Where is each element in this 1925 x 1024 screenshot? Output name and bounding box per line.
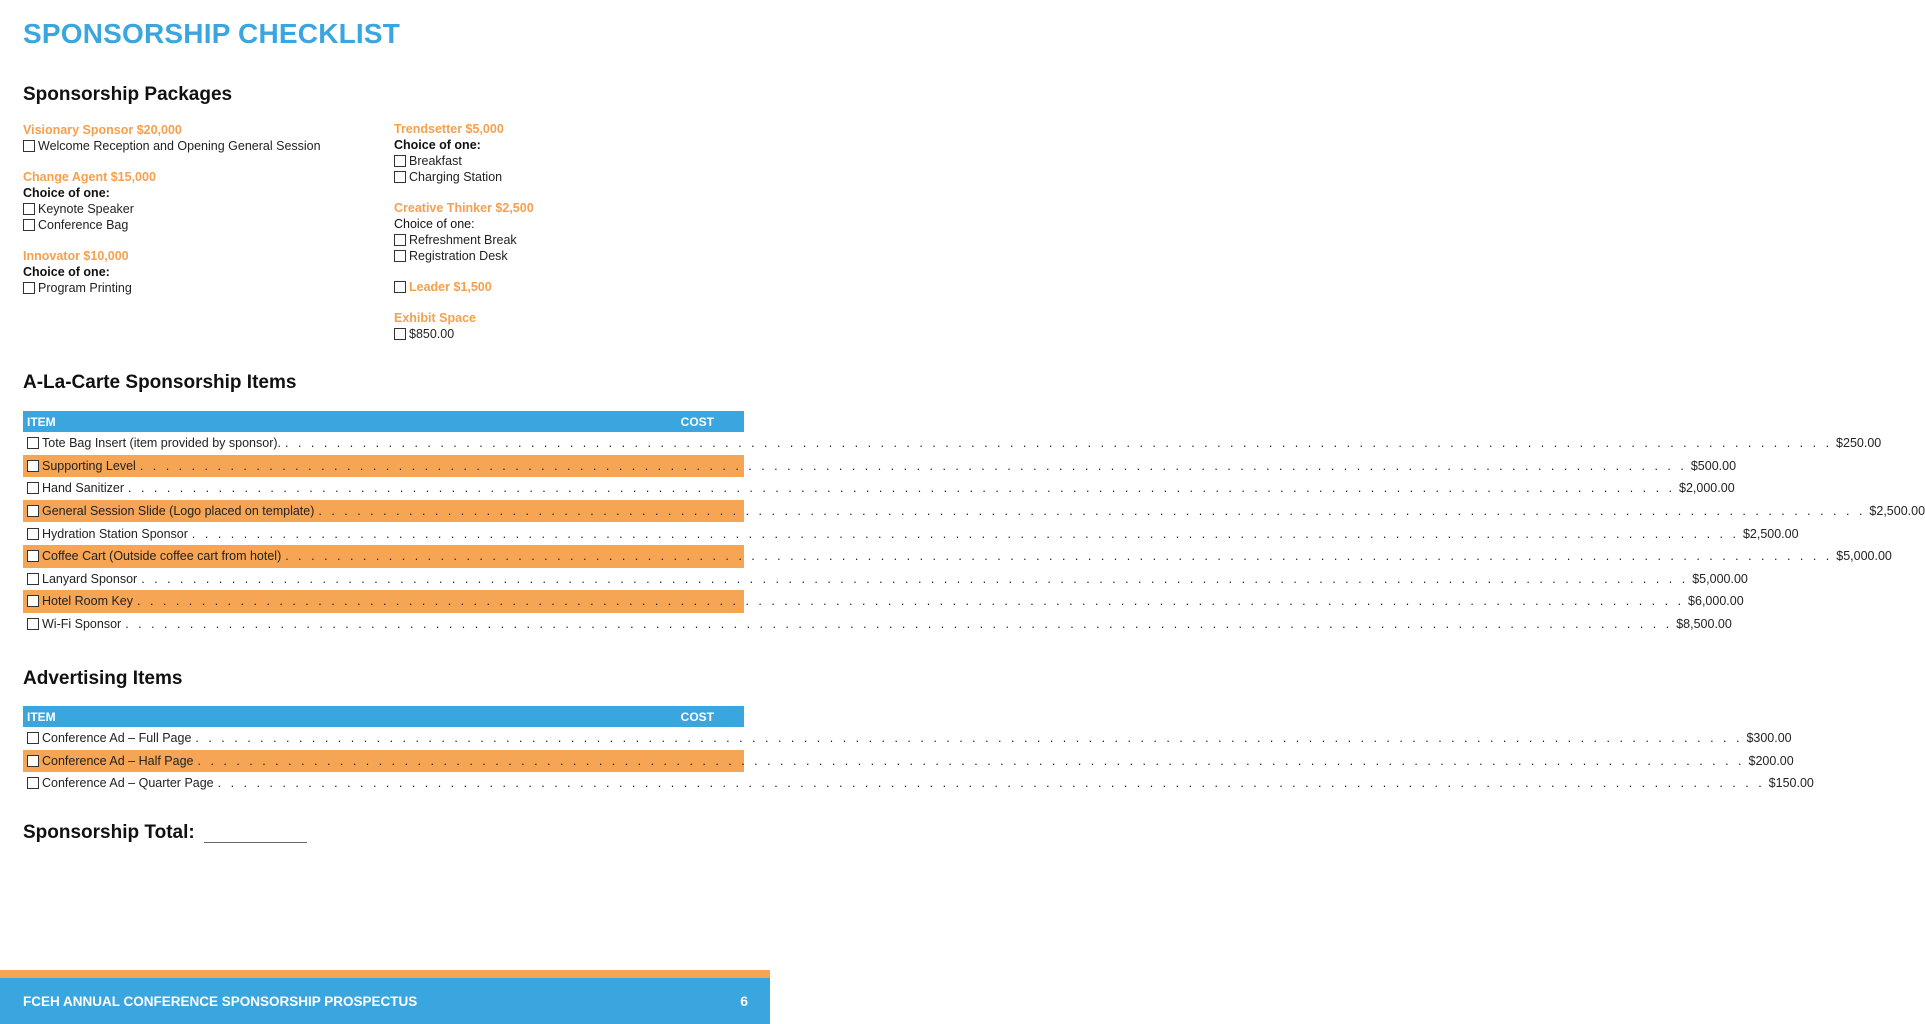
footer <box>0 978 770 1024</box>
item-label: Lanyard Sponsor <box>42 571 138 586</box>
item-cost: $8,500.00 <box>1676 617 1732 632</box>
table-body <box>23 727 1814 795</box>
checkbox-icon[interactable] <box>394 328 406 340</box>
dot-leader: . . . . . . . . . . . . . . . . . . . . . . . . . . . . . . . . . . . . . . . . . . . . . . . . . . . . . . . . . . . . . . . . . . . . . . . . . . . . . . . . . . . . . . . . . . . . . . . . . . . . . . . . . . . . . . . . . . . . . . . . <box>125 617 1673 632</box>
item-label: Hand Sanitizer <box>42 481 124 496</box>
item-label: Conference Ad – Half Page <box>42 753 194 768</box>
page-number: 6 <box>740 993 748 1009</box>
table-row <box>23 522 1799 545</box>
table-row <box>23 455 1737 478</box>
item-cost: $500.00 <box>1690 458 1737 473</box>
package-option-checkbox[interactable] <box>23 217 373 233</box>
checkbox-icon[interactable] <box>23 219 35 231</box>
column-cost-header: COST <box>680 414 714 429</box>
table-row <box>23 727 1792 750</box>
item-cost: $6,000.00 <box>1688 594 1744 609</box>
packages-left-column <box>23 122 373 311</box>
item-cost: $5,000.00 <box>1692 571 1748 586</box>
checkbox-icon[interactable] <box>27 755 39 767</box>
package-title: Trendsetter $5,000 <box>394 122 504 136</box>
checkbox-icon[interactable] <box>394 171 406 183</box>
column-item-header: ITEM <box>27 414 56 429</box>
option-label: $850.00 <box>409 327 455 341</box>
option-label: Program Printing <box>38 281 132 295</box>
item-cost: $2,500.00 <box>1869 504 1925 519</box>
table-header <box>23 706 744 727</box>
row-checkbox-item[interactable] <box>27 572 137 586</box>
item-label: General Session Slide (Logo placed on template) <box>42 504 315 519</box>
checkbox-icon[interactable] <box>27 482 39 494</box>
package-option-checkbox[interactable] <box>394 279 754 295</box>
row-checkbox-item[interactable] <box>27 459 136 473</box>
dot-leader: . . . . . . . . . . . . . . . . . . . . . . . . . . . . . . . . . . . . . . . . . . . . . . . . . . . . . . . . . . . . . . . . . . . . . . . . . . . . . . . . . . . . . . . . . . . . . . . . . . . . . . . . . . . . . . . . . . . . . . . . <box>139 458 1687 473</box>
checkbox-icon[interactable] <box>27 505 39 517</box>
package-innovator <box>23 248 373 296</box>
row-checkbox-item[interactable] <box>27 436 281 450</box>
checkbox-icon[interactable] <box>394 155 406 167</box>
checkbox-icon[interactable] <box>394 234 406 246</box>
sponsorship-total-label: Sponsorship Total: <box>23 822 195 843</box>
dot-leader: . . . . . . . . . . . . . . . . . . . . . . . . . . . . . . . . . . . . . . . . . . . . . . . . . . . . . . . . . . . . . . . . . . . . . . . . . . . . . . . . . . . . . . . . . . . . . . . . . . . . . . . . . . . . . . . . . . . . . . . . <box>137 594 1685 609</box>
table-row <box>23 500 1925 523</box>
checkbox-icon[interactable] <box>27 573 39 585</box>
option-label: Leader $1,500 <box>409 280 492 294</box>
item-label: Coffee Cart (Outside coffee cart from hotel) <box>42 549 282 564</box>
package-visionary <box>23 122 373 154</box>
item-cost: $2,500.00 <box>1742 526 1799 541</box>
checkbox-icon[interactable] <box>27 595 39 607</box>
row-checkbox-item[interactable] <box>27 527 188 541</box>
dot-leader: . . . . . . . . . . . . . . . . . . . . . . . . . . . . . . . . . . . . . . . . . . . . . . . . . . . . . . . . . . . . . . . . . . . . . . . . . . . . . . . . . . . . . . . . . . . . . . . . . . . . . . . . . . . . . . . . . . . . . . . . <box>217 776 1765 791</box>
item-label: Tote Bag Insert (item provided by sponsor). <box>42 436 282 451</box>
footer-stripe <box>0 970 770 978</box>
item-label: Hydration Station Sponsor <box>42 526 188 541</box>
row-checkbox-item[interactable] <box>27 594 133 608</box>
option-label: Charging Station <box>409 170 503 184</box>
table-row <box>23 772 1814 795</box>
package-option-checkbox[interactable] <box>394 169 754 185</box>
dot-leader: . . . . . . . . . . . . . . . . . . . . . . . . . . . . . . . . . . . . . . . . . . . . . . . . . . . . . . . . . . . . . . . . . . . . . . . . . . . . . . . . . . . . . . . . . . . . . . . . . . . . . . . . . . . . . . . . . . . . . . . . <box>128 481 1676 496</box>
row-checkbox-item[interactable] <box>27 776 214 790</box>
package-title: Change Agent $15,000 <box>23 170 156 184</box>
package-title: Creative Thinker $2,500 <box>394 201 534 215</box>
alacarte-heading: A-La-Carte Sponsorship Items <box>23 372 297 393</box>
checkbox-icon[interactable] <box>27 618 39 630</box>
dot-leader: . . . . . . . . . . . . . . . . . . . . . . . . . . . . . . . . . . . . . . . . . . . . . . . . . . . . . . . . . . . . . . . . . . . . . . . . . . . . . . . . . . . . . . . . . . . . . . . . . . . . . . . . . . . . . . . . . . . . . . . . <box>141 571 1689 586</box>
alacarte-table <box>23 411 1925 635</box>
checkbox-icon[interactable] <box>394 250 406 262</box>
column-cost-header: COST <box>680 709 714 724</box>
package-creative-thinker <box>394 200 754 264</box>
package-option-checkbox[interactable] <box>23 201 373 217</box>
table-row <box>23 750 1794 773</box>
checkbox-icon[interactable] <box>27 528 39 540</box>
item-cost: $2,000.00 <box>1679 481 1735 496</box>
item-label: Hotel Room Key <box>42 594 134 609</box>
package-option-checkbox[interactable] <box>23 138 373 154</box>
item-cost: $5,000.00 <box>1836 549 1892 564</box>
option-label: Welcome Reception and Opening General Session <box>38 139 321 153</box>
option-label: Conference Bag <box>38 218 129 232</box>
package-note: Choice of one: <box>394 138 481 152</box>
checkbox-icon[interactable] <box>27 777 39 789</box>
item-label: Supporting Level <box>42 458 136 473</box>
row-checkbox-item[interactable] <box>27 549 281 563</box>
advertising-heading: Advertising Items <box>23 668 183 689</box>
package-trendsetter <box>394 121 754 185</box>
package-change-agent <box>23 169 373 233</box>
checkbox-icon[interactable] <box>394 281 406 293</box>
table-row <box>23 568 1748 591</box>
row-checkbox-item[interactable] <box>27 504 314 518</box>
checkbox-icon[interactable] <box>23 203 35 215</box>
package-option-checkbox[interactable] <box>394 153 754 169</box>
checkbox-icon[interactable] <box>23 282 35 294</box>
table-body <box>23 432 1925 635</box>
package-title: Visionary Sponsor $20,000 <box>23 123 182 137</box>
row-checkbox-item[interactable] <box>27 731 191 745</box>
package-title: Innovator $10,000 <box>23 249 129 263</box>
dot-leader: . . . . . . . . . . . . . . . . . . . . . . . . . . . . . . . . . . . . . . . . . . . . . . . . . . . . . . . . . . . . . . . . . . . . . . . . . . . . . . . . . . . . . . . . . . . . . . . . . . . . . . . . . . . . . . . . . . . . . . . . <box>197 753 1745 768</box>
package-option-checkbox[interactable] <box>394 248 754 264</box>
table-row <box>23 477 1735 500</box>
item-label: Wi-Fi Sponsor <box>42 617 122 632</box>
footer-title: FCEH ANNUAL CONFERENCE SPONSORSHIP PROSPECTUS <box>23 993 418 1009</box>
table-row <box>23 432 1882 455</box>
item-cost: $200.00 <box>1748 753 1794 768</box>
dot-leader: . . . . . . . . . . . . . . . . . . . . . . . . . . . . . . . . . . . . . . . . . . . . . . . . . . . . . . . . . . . . . . . . . . . . . . . . . . . . . . . . . . . . . . . . . . . . . . . . . . . . . . . . . . . . . . . . . . . . . . . . <box>195 731 1743 746</box>
item-label: Conference Ad – Quarter Page <box>42 776 214 791</box>
package-title: Exhibit Space <box>394 311 476 325</box>
checkbox-icon[interactable] <box>27 437 39 449</box>
packages-heading: Sponsorship Packages <box>23 84 233 105</box>
item-label: Conference Ad – Full Page <box>42 731 192 746</box>
checkbox-icon[interactable] <box>27 550 39 562</box>
page-title: SPONSORSHIP CHECKLIST <box>23 18 401 49</box>
table-header <box>23 411 744 432</box>
row-checkbox-item[interactable] <box>27 481 124 495</box>
package-exhibit-space <box>394 310 754 342</box>
item-cost: $300.00 <box>1746 731 1792 746</box>
advertising-table <box>23 706 1814 795</box>
dot-leader: . . . . . . . . . . . . . . . . . . . . . . . . . . . . . . . . . . . . . . . . . . . . . . . . . . . . . . . . . . . . . . . . . . . . . . . . . . . . . . . . . . . . . . . . . . . . . . . . . . . . . . . . . . . . . . . . . . . . . . . . <box>191 526 1739 541</box>
checkbox-icon[interactable] <box>23 140 35 152</box>
option-label: Registration Desk <box>409 249 508 263</box>
item-cost: $150.00 <box>1768 776 1814 791</box>
package-option-checkbox[interactable] <box>23 280 373 296</box>
item-cost: $250.00 <box>1836 436 1882 451</box>
table-row <box>23 545 1892 568</box>
packages-right-column <box>394 121 754 357</box>
package-option-checkbox[interactable] <box>394 232 754 248</box>
package-leader <box>394 279 754 295</box>
table-row <box>23 613 1732 636</box>
package-note: Choice of one: <box>23 265 110 279</box>
column-item-header: ITEM <box>27 709 56 724</box>
row-checkbox-item[interactable] <box>27 754 194 768</box>
package-note: Choice of one: <box>394 217 475 231</box>
package-option-checkbox[interactable] <box>394 326 754 342</box>
dot-leader: . . . . . . . . . . . . . . . . . . . . . . . . . . . . . . . . . . . . . . . . . . . . . . . . . . . . . . . . . . . . . . . . . . . . . . . . . . . . . . . . . . . . . . . . . . . . . . . . . . . . . . . . . . . . . . . . . . . . . . . . <box>318 504 1866 519</box>
option-label: Keynote Speaker <box>38 202 134 216</box>
checkbox-icon[interactable] <box>27 460 39 472</box>
dot-leader: . . . . . . . . . . . . . . . . . . . . . . . . . . . . . . . . . . . . . . . . . . . . . . . . . . . . . . . . . . . . . . . . . . . . . . . . . . . . . . . . . . . . . . . . . . . . . . . . . . . . . . . . . . . . . . . . . . . . . . . . <box>285 549 1833 564</box>
option-label: Refreshment Break <box>409 233 517 247</box>
sponsorship-total-field[interactable] <box>204 842 307 843</box>
table-row <box>23 590 1744 613</box>
row-checkbox-item[interactable] <box>27 617 121 631</box>
dot-leader: . . . . . . . . . . . . . . . . . . . . . . . . . . . . . . . . . . . . . . . . . . . . . . . . . . . . . . . . . . . . . . . . . . . . . . . . . . . . . . . . . . . . . . . . . . . . . . . . . . . . . . . . . . . . . . . . . . . . . . . . <box>285 436 1833 451</box>
package-note: Choice of one: <box>23 186 110 200</box>
checkbox-icon[interactable] <box>27 732 39 744</box>
option-label: Breakfast <box>409 154 462 168</box>
